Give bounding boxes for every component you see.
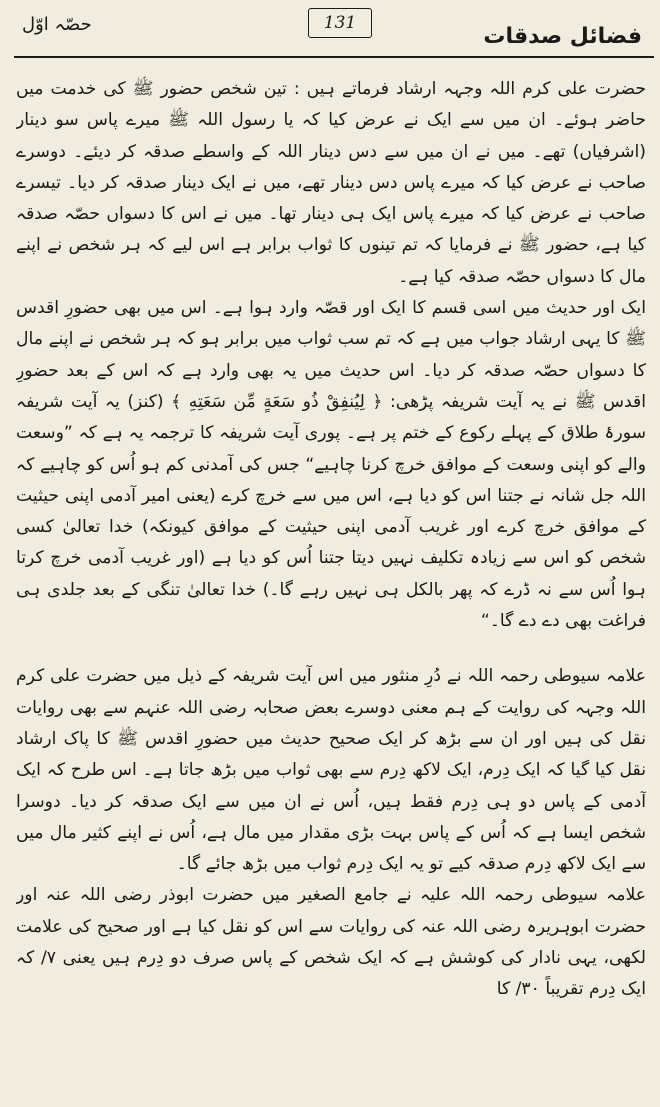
page-header xyxy=(0,0,660,56)
page-body xyxy=(16,74,646,1104)
page-number: 131 xyxy=(308,8,372,38)
paragraph-3: علامہ سیوطی رحمہ اللہ نے دُرِ منثور میں اس آیت شریفہ کے ذیل میں حضرت علی کرم اللہ وجہہ کی روایت کے ہم معنی دوسرے بعض صحابہ رضی اللہ عنہم سے بھی روایات نقل کی ہیں اور ان سے بڑھ کر ایک صحیح حدیث میں حضورِ اقدس ﷺ کا پاک ارشاد نقل کیا گیا کہ ایک دِرم، ایک لاکھ دِرم سے بھی ثواب میں بڑھ جاتا ہے۔ اس طرح کہ ایک آدمی کے پاس دو ہی دِرم فقط ہیں، اُس نے ان میں سے ایک صدقہ کر دیا۔ دوسرا شخص ایسا ہے کہ اُس کے پاس بہت بڑی مقدار میں مال ہے، اُس نے اپنے کثیر مال میں سے ایک لاکھ دِرم صدقہ کیے تو یہ ایک دِرم ثواب میں بڑھ جائے گا۔ xyxy=(16,666,646,875)
book-title: فضائل صدقات xyxy=(483,24,642,49)
paragraph-1: حضرت علی کرم اللہ وجہہ ارشاد فرماتے ہیں : تین شخص حضور ﷺ کی خدمت میں حاضر ہوئے۔ ان میں سے ایک نے عرض کیا کہ یا رسول اللہ ﷺ میرے پاس سو دینار (اشرفیاں) تھے۔ میں نے ان میں سے دس دینار اللہ کے واسطے صدقہ کر دیئے۔ دوسرے صاحب نے عرض کیا کہ میرے پاس دس دینار تھے، میں نے ایک دینار صدقہ کر دیا۔ تیسرے صاحب نے عرض کیا کہ میرے پاس ایک ہی دینار تھا۔ میں نے اس کا دسواں حصّہ صدقہ کیا ہے، حضور ﷺ نے فرمایا کہ تم تینوں کا ثواب برابر ہے اس لیے کہ ہر شخص نے اپنے مال کا دسواں حصّہ صدقہ کیا ہے۔ xyxy=(16,79,646,287)
paragraph-2: ایک اور حدیث میں اسی قسم کا ایک اور قصّہ وارد ہوا ہے۔ اس میں بھی حضورِ اقدس ﷺ کا یہی ارشاد جواب میں ہے کہ تم سب ثواب میں برابر ہو کہ ہر شخص نے اپنے مال کا دسواں حصّہ صدقہ کر دیا۔ اس حدیث میں یہ بھی وارد ہے کہ اس کے بعد حضورِ اقدس ﷺ نے یہ آیت شریفہ پڑھی: ﴿ لِيُنفِقْ ذُو سَعَةٍ مِّن سَعَتِهِ ﴾ (کنز) یہ آیت شریفہ سورۂ طلاق کے پہلے رکوع کے ختم پر ہے۔ پوری آیت شریفہ کا ترجمہ یہ ہے کہ ”وسعت والے کو اپنی وسعت کے موافق خرچ کرنا چاہیے“ جس کی آمدنی کم ہو اُس کو چاہیے کہ اللہ جل شانہ نے جتنا اس کو دیا ہے، اس میں سے خرچ کرے (یعنی امیر آدمی اپنی حیثیت کے موافق خرچ کرے اور غریب آدمی اپنی حیثیت کے موافق کیونکہ) خدا تعالیٰ کسی شخص کو اس سے زیادہ تکلیف نہیں دیتا جتنا اُس کو دیا ہے (اور غریب آدمی خرچ کرتا ہوا اُس سے نہ ڈرے کہ پھر بالکل ہی نہیں رہے گا۔) خدا تعالیٰ تنگی کے بعد جلدی ہی فراغت بھی دے دے گا۔“ xyxy=(16,298,646,632)
paragraph-gap xyxy=(16,637,646,661)
part-label: حصّہ اوّل xyxy=(22,14,92,35)
header-rule xyxy=(14,56,654,58)
paragraph-4: علامہ سیوطی رحمہ اللہ علیہ نے جامع الصغیر میں حضرت ابوذر رضی اللہ عنہ اور حضرت ابوہریرہ رضی اللہ عنہ کی روایات سے اس کو نقل کیا ہے اور صحیح کی علامت لکھی، یہی نادار کی کوشش ہے کہ ایک شخص کے پاس صرف دو دِرم ہیں یعنی ۷/ کہ ایک دِرم تقریباً ۳۰/ کا xyxy=(16,885,646,1000)
